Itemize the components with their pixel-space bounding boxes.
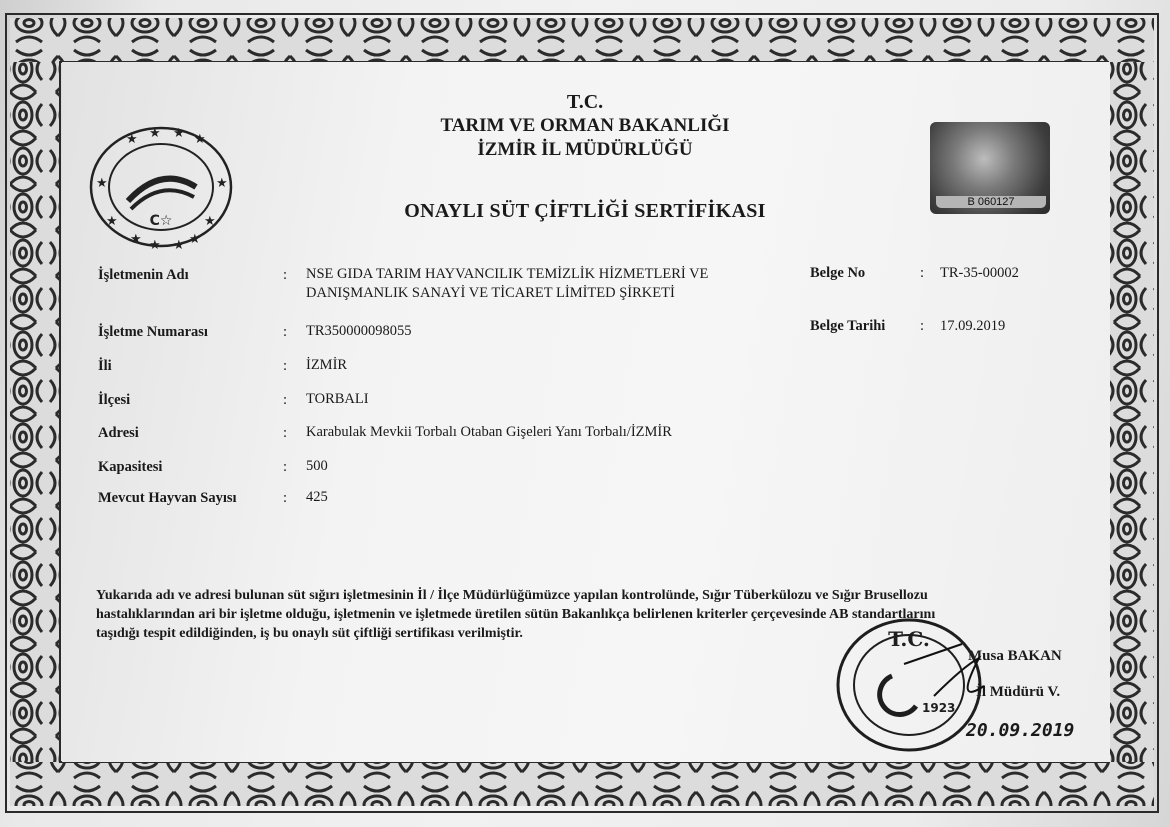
field-label-district: İlçesi [98, 392, 131, 408]
statement-line: Yukarıda adı ve adresi bulunan süt sığırı işletmesinin İl / İlçe Müdürlüğümüzce yapılan kontrolünde, Sığır Tüberkülozu ve Sığır Brusellozu [96, 588, 928, 603]
field-value-district: TORBALI [306, 391, 369, 407]
statement-line: hastalıklarından ari bir işletme olduğu, işletmenin ve işletmede üretilen sütün Bakanlıkça belirlenen kriterler çerçevesinde AB standartlarını [96, 607, 936, 622]
field-value-document-no: TR-35-00002 [940, 265, 1019, 281]
field-label-capacity: Kapasitesi [98, 459, 163, 475]
svg-text:★: ★ [126, 132, 138, 147]
svg-text:★: ★ [173, 126, 185, 141]
field-value-document-date: 17.09.2019 [940, 318, 1006, 334]
statement-line: taşıdığı tespit edildiğinden, iş bu onaylı süt çiftliği sertifikası verilmiştir. [96, 626, 523, 641]
field-value-province: İZMİR [306, 357, 348, 373]
field-label-document-date: Belge Tarihi [810, 318, 886, 334]
value-line: DANIŞMANLIK SANAYİ VE TİCARET LİMİTED ŞİRKETİ [306, 285, 675, 301]
field-colon: : [283, 490, 288, 506]
certificate-title: ONAYLI SÜT ÇİFTLİĞİ SERTİFİKASI [404, 200, 766, 222]
header-line3: İZMİR İL MÜDÜRLÜĞÜ [477, 139, 693, 160]
svg-text:★: ★ [173, 238, 185, 250]
field-value-address: Karabulak Mevkii Torbalı Otaban Gişeleri Yanı Torbalı/İZMİR [306, 424, 672, 440]
field-colon: : [283, 425, 288, 441]
field-colon: : [283, 267, 288, 283]
field-label-province: İli [98, 358, 112, 374]
official-stamp-icon [834, 616, 984, 754]
header-line2: TARIM VE ORMAN BAKANLIĞI [440, 115, 730, 136]
header-line1: T.C. [566, 91, 604, 113]
svg-text:★: ★ [194, 132, 206, 147]
svg-text:★: ★ [189, 232, 201, 247]
svg-text:★: ★ [216, 176, 228, 191]
svg-text:★: ★ [96, 176, 108, 191]
svg-text:★: ★ [149, 238, 161, 250]
value-line: NSE GIDA TARIM HAYVANCILIK TEMİZLİK HİZMETLERİ VE [306, 266, 709, 282]
field-value-business-name [306, 265, 708, 303]
field-value-business-number: TR350000098055 [306, 323, 412, 339]
svg-text:★: ★ [106, 214, 118, 229]
svg-text:★: ★ [149, 126, 161, 141]
field-value-animal-count: 425 [306, 489, 328, 505]
stamp-year: 1923 [922, 701, 956, 715]
field-colon: : [283, 459, 288, 475]
field-colon: : [283, 324, 288, 340]
signatory-title: İl Müdürü V. [976, 684, 1061, 700]
field-colon: : [283, 358, 288, 374]
field-value-capacity: 500 [306, 458, 328, 474]
logo-center: C☆ [149, 213, 173, 229]
field-label-document-no: Belge No [810, 265, 866, 281]
hologram-serial: B 060127 [936, 196, 1046, 208]
svg-text:★: ★ [204, 214, 216, 229]
field-colon: : [920, 318, 925, 334]
field-label-business-number: İşletme Numarası [98, 324, 208, 340]
signatory-name: Musa BAKAN [968, 648, 1062, 664]
stamp-top: T.C. [888, 627, 930, 651]
field-colon: : [920, 265, 925, 281]
field-label-address: Adresi [98, 425, 139, 441]
field-colon: : [283, 392, 288, 408]
signature-date: 20.09.2019 [966, 720, 1075, 741]
field-label-animal-count: Mevcut Hayvan Sayısı [98, 490, 237, 506]
svg-text:★: ★ [130, 232, 142, 247]
field-label-business-name: İşletmenin Adı [98, 267, 189, 283]
